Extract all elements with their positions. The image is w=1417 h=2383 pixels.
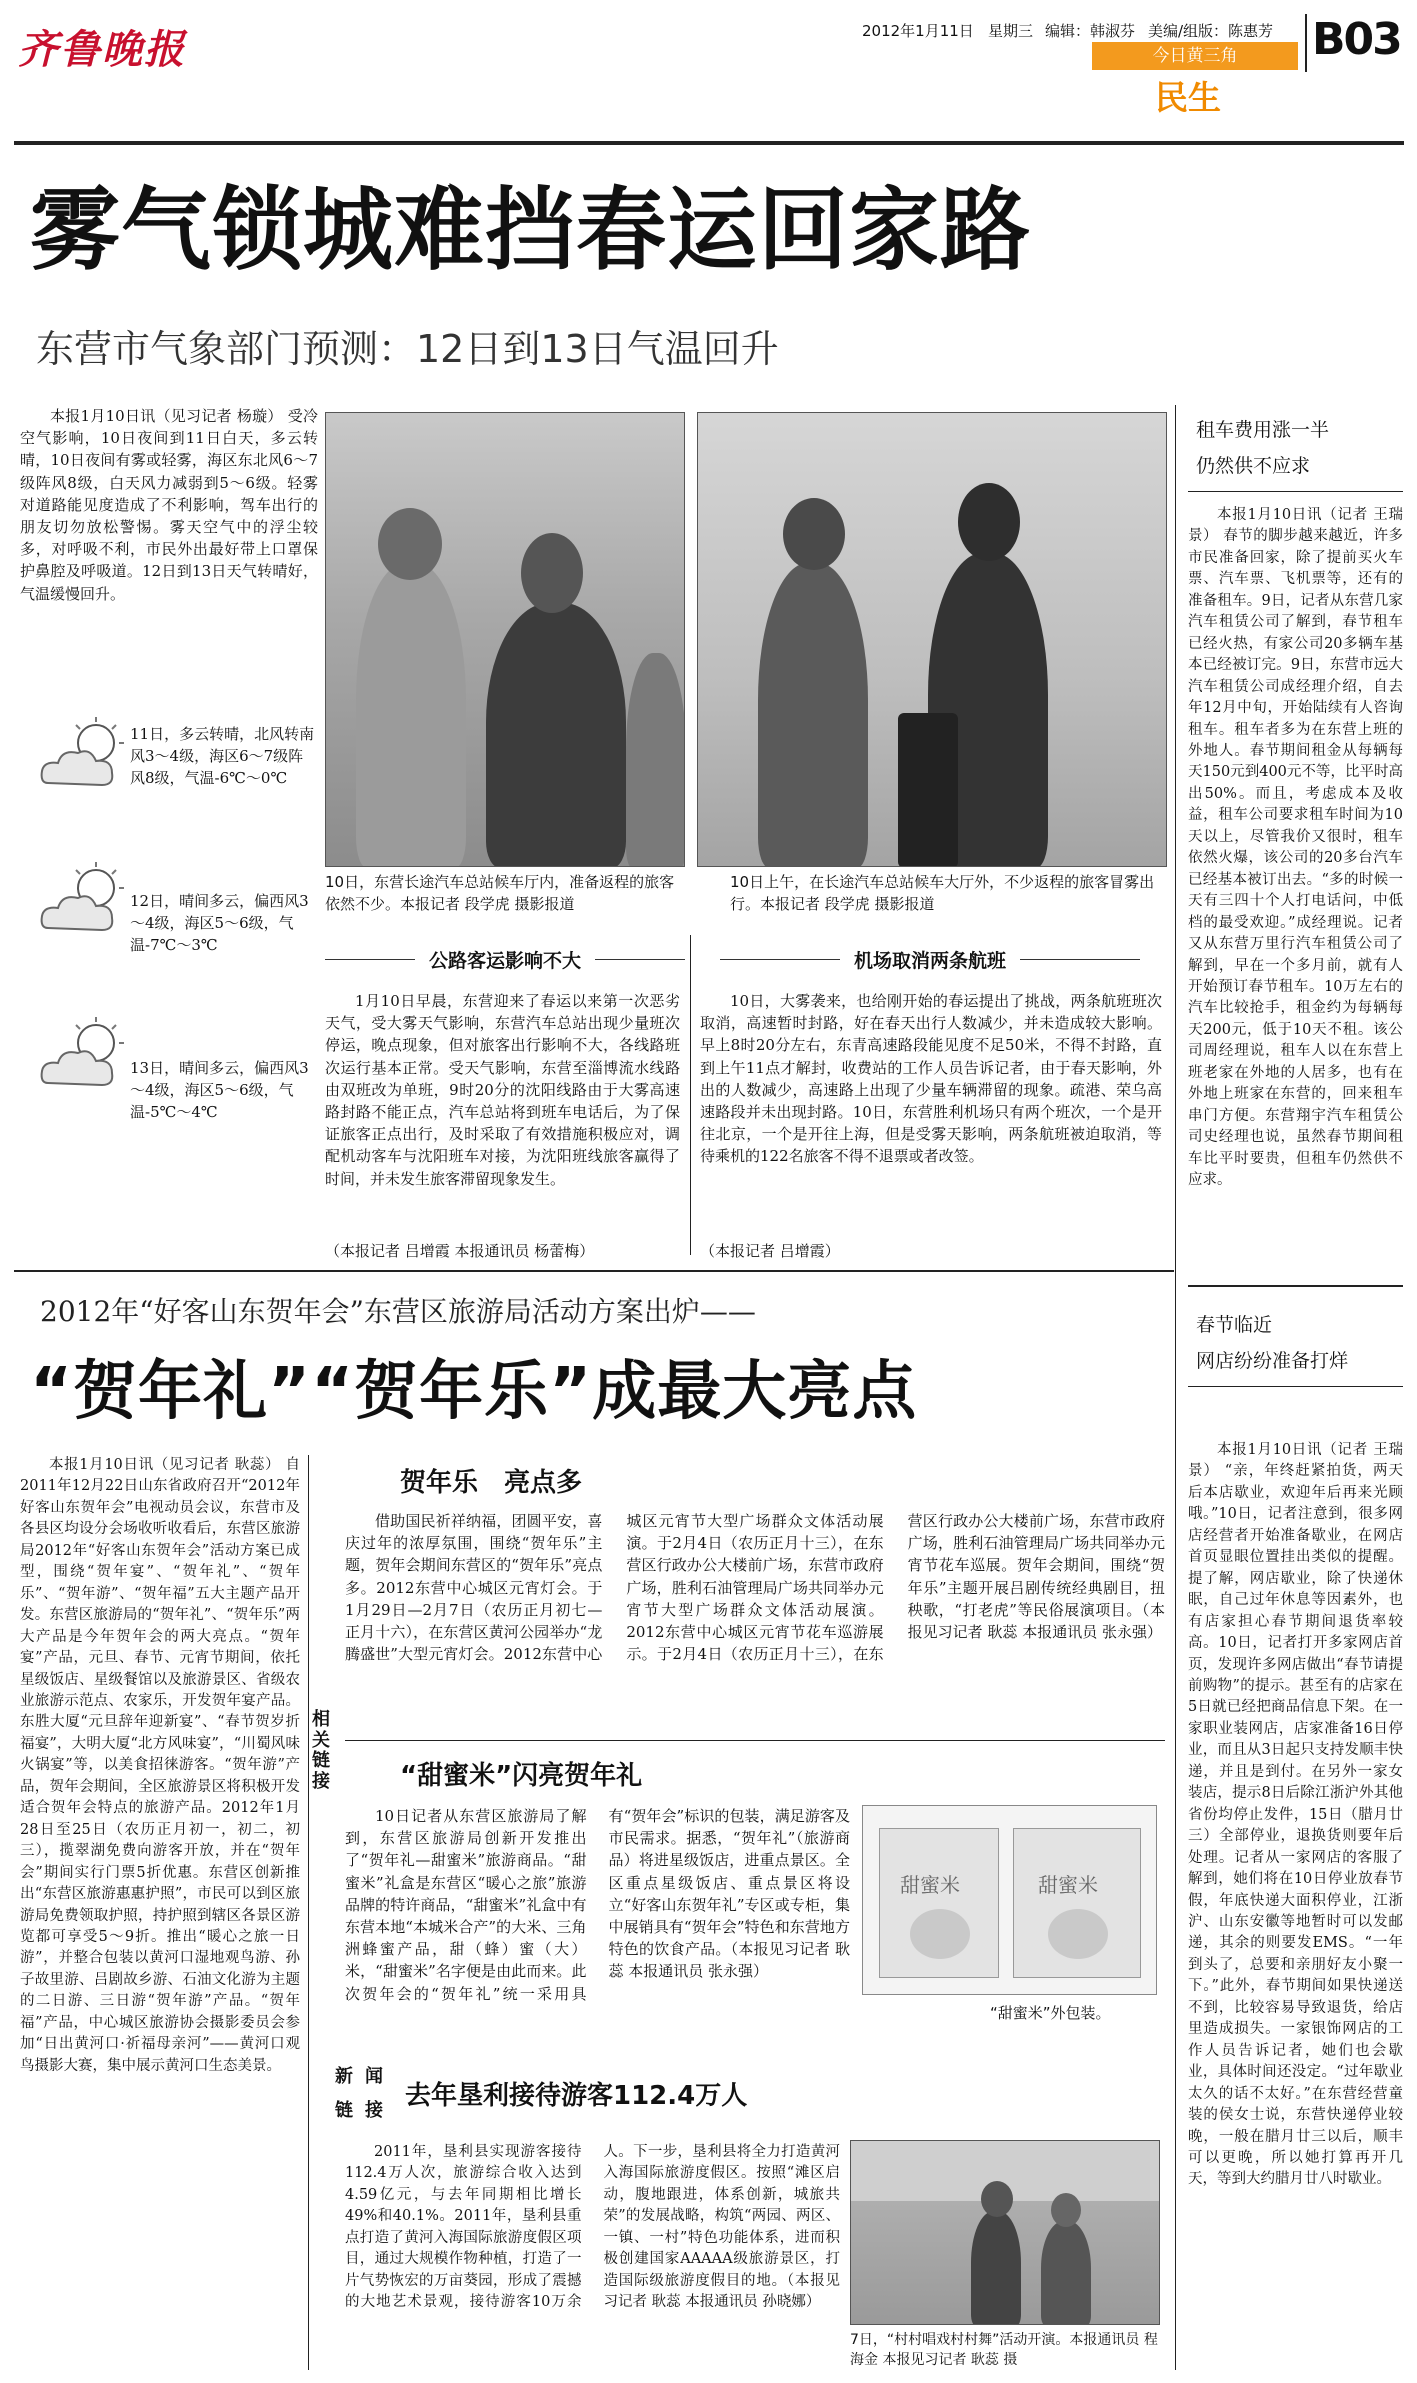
mi-box-left <box>879 1828 999 1978</box>
tourism-kicker: 2012年“好客山东贺年会”东营区旅游局活动方案出炉—— <box>40 1295 756 1328</box>
rental-title-2: 仍然供不应求 <box>1196 455 1311 477</box>
shops-title-2: 网店纷纷准备打烊 <box>1196 1350 1349 1372</box>
forecast-text: 11日，多云转晴，北风转南风3～4级，海区6～7级阵风8级，气温-6℃～0℃ <box>130 725 315 788</box>
mi-box-label: 甜蜜米 <box>900 1873 960 1897</box>
lead-headline: 雾气锁城难挡春运回家路 <box>30 178 1031 283</box>
mi-package-caption: “甜蜜米”外包装。 <box>990 2004 1111 2022</box>
masthead <box>0 0 1417 140</box>
shops-text: 本报1月10日讯（记者 王瑞景） “亲，年终赶紧拍货，两天后本店歇业，欢迎年后再来光顾哦。”10日，记者注意到，很多网店经营者开始准备歇业，在网店首页显眼位置挂出类似的提醒。提了解，网店歇业，除了快递休眠，自己过年休息等因素外，也有店家担心春节期间退货率较高。10日，记者打开多家网店首页，发现许多网店做出“春节请提前购物”的提示。甚至有的店家在5日就已经把商品信息下架。在一家职业装网店，店家准备16日停业，而且从3日起只支持发顺丰快递，并且是到付。在另外一家女装店，提示8日后除江浙沪外其他省份均停止发件，15日（腊月廿三）全部停业，退换货则要年后处理。记者从一家网店的客服了解到，她们将在10日停业放春节假，年底快递大面积停业，江浙沪、山东安徽等地暂时可以发邮递，其余的则要发EMS。“一年到头了，总要和亲朋好友小聚一下。”此外，春节期间如果快递送不到，比较容易导致退货，给店里造成损失。一家银饰网店的工作人员告诉记者，她们也会歇业，具体时间还没定。“过年歇业太久的话不太好。”在东营经营童装的侯女士说，东营快递停业较晚，一般在腊月廿三以后，顺丰可以更晚，所以她打算再开几天，等到大约腊月廿八时歇业。 <box>1188 1442 1403 2188</box>
mi-box-right <box>1013 1828 1141 1978</box>
lead-intro: 本报1月10日讯（见习记者 杨璇） 受冷空气影响，10日夜间到11日白天，多云转晴，10日夜间有雾或轻雾，海区东北风6～7级阵风8级，白天风力减弱到5～6级。轻雾对道路能见度造成了不利影响，驾车出行的朋友切勿放松警惕。雾天空气中的浮尘较多，对呼吸不利，市民外出最好带上口罩保护鼻腔及呼吸道。12日到13日天气转晴好，气温缓慢回升。 <box>20 407 318 603</box>
news-link-text: 2011年，垦利县实现游客接待112.4万人次，旅游综合收入达到4.59亿元，与去年同期相比增长49%和40.1%。2011年，垦利县重点打造了黄河入海国际旅游度假区项目，通过大规模作物种植，打造了一片气势恢宏的万亩葵园，形成了震撼的大地艺术景观，接待游客10万余人。下一步，垦利县将全力打造黄河入海国际旅游度假区。按照“滩区启动，腹地跟进，体系创新，城旅共荣”的发展战略，构筑“两园、两区、一镇、一村”特色功能体系，进而积极创建国家AAAAA级旅游景区，打造国际级旅游度假目的地。（本报见习记者 耿蕊 本报通讯员 孙晓娜） <box>345 2144 840 2311</box>
rental-text: 本报1月10日讯（记者 王瑞景） 春节的脚步越来越近，许多市民准备回家，除了提前买火车票、汽车票、飞机票等，还有的准备租车。9日，记者从东营几家汽车租赁公司了解到，春节租车已经火热，有家公司20多辆车基本已经被订完。9日，东营市远大汽车租赁公司成经理介绍，自去年12月中旬，开始陆续有人咨询租车。租车者多为在东营上班的外地人。春节期间租金从每辆每天150元到400元不等，比平时高出50%。而且，考虑成本及收益，租车公司要求租车时间为10天以上，尽管我价又很时，租车依然火爆，该公司的20多台汽车已经基本被订出去。“多的时候一天有三四十个人打电话问，中低档的最受欢迎。”成经理说。记者又从东营万里行汽车租赁公司了解到，早在一个多月前，就有人开始预订春节租车。10万左右的汽车比较抢手，租金约为每辆每天200元，低于10天不租。该公司周经理说，租车人以在东营上班老家在外地的人居多，也有在外地上班家在东营的，回来租车串门方便。东营翔宇汽车租赁公司史经理也说，虽然春节期间租车比平时要贵，但租车仍然供不应求。 <box>1188 507 1403 1189</box>
road-section-byline: （本报记者 吕增霞 本报通讯员 杨蕾梅） <box>325 1242 595 1260</box>
shops-title-1: 春节临近 <box>1196 1314 1273 1336</box>
photo2-caption: 10日上午，在长途汽车总站候车大厅外，不少返程的旅客冒雾出行。本报记者 段学虎 摄影报道 <box>730 873 1155 913</box>
forecast-day-1 <box>20 705 318 855</box>
section-name: 民生 <box>1155 78 1221 117</box>
photo-travelers-fog <box>697 412 1167 867</box>
news-link-label: 新闻链接 <box>335 2066 395 2122</box>
mi-section-text: 10日记者从东营区旅游局了解到，东营区旅游局创新开发推出了“贺年礼—甜蜜米”旅游商品。“甜蜜米”礼盒是东营区“暖心之旅”旅游品牌的特许商品，“甜蜜米”礼盒中有东营本地“本城米合产”的大米、三角洲蜂蜜产品，甜（蜂）蜜（大）米，“甜蜜米”名字便是由此而来。此次贺年会的“贺年礼”统一采用具有“贺年会”标识的包装，满足游客及市民需求。据悉，“贺年礼”（旅游商品）将进星级饭店，进重点景区。全区重点星级饭店、重点景区将设立“好客山东贺年礼”专区或专柜，集中展销具有“贺年会”特色和东营地方特色的饮食产品。（本报见习记者 耿蕊 本报通讯员 张永强） <box>345 1807 850 2003</box>
rental-title-1: 租车费用涨一半 <box>1196 419 1330 441</box>
news-photo-caption: 7日，“村村唱戏村村舞”活动开演。本报通讯员 程海金 本报见习记者 耿蕊 摄 <box>850 2332 1158 2369</box>
photo-village-opera <box>850 2140 1160 2325</box>
designer-credit: 美编/组版：陈惠芳 <box>1148 22 1274 40</box>
tourism-headline: “贺年礼”“贺年乐”成最大亮点 <box>30 1355 918 1429</box>
road-section-title: 公路客运影响不大 <box>429 949 582 972</box>
forecast-text: 12日，晴间多云，偏西风3～4级，海区5～6级，气温-7℃～3℃ <box>130 892 309 955</box>
airport-section-title: 机场取消两条航班 <box>853 949 1006 972</box>
road-section-text: 1月10日早晨，东营迎来了春运以来第一次恶劣天气，受大雾天气影响，东营汽车总站出现少量班次停运，晚点现象，但对旅客出行影响不大，各线路班次运行基本正常。受天气影响，东营至淄博流水线路由双班改为单班，9时20分的沈阳线路由于大雾高速路封路不能正点，汽车总站将到班车电话后，为了保证旅客正点出行，及时采取了有效措施积极应对，调配机动客车与沈阳班车对接，为沈阳班线旅客赢得了时间，并未发生旅客滞留现象发生。 <box>325 992 680 1188</box>
airport-section-byline: （本报记者 吕增霞） <box>700 1242 840 1260</box>
news-link-title: 去年垦利接待游客112.4万人 <box>405 2081 748 2111</box>
airport-section-text: 10日，大雾袭来，也给刚开始的春运提出了挑战，两条航班班次取消，高速暂时封路，好在春天出行人数减少，并未造成较大影响。早上8时20分左右，东青高速路段能见度不足50米，不得不封路，直到上午11点才解封，收费站的工作人员告诉记者，由于春天影响，外出的人数减少，高速路上出现了少量车辆滞留的现象。疏港、荣乌高速路段并未出现封路。10日，东营胜利机场只有两个班次，一个是开往北京，一个是开往上海，但是受雾天影响，两条航班被迫取消，等待乘机的122名旅客不得不退票或者改签。 <box>700 992 1162 1166</box>
forecast-day-3 <box>20 1005 318 1155</box>
cloudy-sun-icon <box>30 1013 140 1103</box>
cloudy-sun-icon <box>30 713 140 803</box>
photo-bus-station-hall <box>325 412 685 867</box>
airport-section-title-wrap <box>700 944 1160 974</box>
weather-forecast <box>20 705 318 1205</box>
newspaper-logo: 齐鲁晚报 <box>18 26 186 73</box>
editor-credit: 编辑：韩淑芬 <box>1045 22 1136 40</box>
lead-subhead: 东营市气象部门预测：12日到13日气温回升 <box>36 327 779 371</box>
le-section-title: 贺年乐 亮点多 <box>400 1468 583 1498</box>
sidebar-rental <box>1188 405 1403 1265</box>
cloudy-sun-icon <box>30 858 140 948</box>
page-number: B03 <box>1312 14 1401 65</box>
mi-section-title: “甜蜜米”闪亮贺年礼 <box>400 1761 643 1791</box>
tourism-left-text: 本报1月10日讯（见习记者 耿蕊） 自2011年12月22日山东省政府召开“2012年好客山东贺年会”电视动员会议，东营市及各县区均设分会场收听收看后，东营区旅游局2012年“好客山东贺年会”活动方案已成型，围绕“贺年宴”、“贺年礼”、“贺年乐”、“贺年游”、“贺年福”五大主题产品开发。东营区旅游局的“贺年礼”、“贺年乐”两大产品是今年贺年会的两大亮点。“贺年宴”产品，元旦、春节、元宵节期间，依托星级饭店、星级餐馆以及旅游景区、省级农业旅游示范点、农家乐，开发贺年宴产品。东胜大厦“元旦辞年迎新宴”、“春节贺岁折福宴”，大明大厦“北方风味宴”，“川蜀风味火锅宴”等，以美食招徕游客。“贺年游”产品，贺年会期间，全区旅游景区将积极开发适合贺年会特点的旅游产品。2012年1月28日至25日（农历正月初一，初二，初三），揽翠湖免费向游客开放，并在“贺年会”期间实行门票5折优惠。东营区创新推出“东营区旅游惠惠护照”，市民可以到区旅游局免费领取护照，持护照到辖区各景区游览都可享受5～9折。推出“暖心之旅一日游”，并整合包装以黄河口湿地观鸟游、孙子故里游、吕剧故乡游、石油文化游为主题的二日游、三日游“贺年游”产品。“贺年福”产品，中心城区旅游协会摄影委员会参加“日出黄河口·祈福母亲河”——黄河口观鸟摄影大赛，集中展示黄河口生态美景。 <box>20 1457 300 2074</box>
related-label: 相关链接 <box>312 1709 330 1793</box>
sidebar-online-shops <box>1188 1290 1403 2380</box>
mi-package-image <box>862 1805 1157 1995</box>
photo1-caption: 10日，东营长途汽车总站候车厅内，准备返程的旅客依然不少。本报记者 段学虎 摄影报道 <box>325 873 675 913</box>
mi-box-label: 甜蜜米 <box>1038 1873 1098 1897</box>
road-section-title-wrap <box>325 944 685 974</box>
le-section-text: 借助国民祈祥纳福，团圆平安，喜庆过年的浓厚氛围，围绕“贺年乐”主题，贺年会期间东营区的“贺年乐”亮点多。2012东营中心城区元宵灯会。于1月29日—2月7日（农历正月初七—正月十六），在东营区黄河公园举办“龙腾盛世”大型元宵灯会。2012东营中心城区元宵节大型广场群众文体活动展演。于2月4日（农历正月十三），在东营区行政办公大楼前广场，东营市政府广场，胜利石油管理局广场共同举办元宵节大型广场群众文体活动展演。2012东营中心城区元宵节花车巡游展示。于2月4日（农历正月十三），在东营区行政办公大楼前广场，东营市政府广场，胜利石油管理局广场共同举办元宵节花车巡展。贺年会期间，围绕“贺年乐”主题开展吕剧传统经典剧目，扭秧歌，“打老虎”等民俗展演项目。（本报见习记者 耿蕊 本报通讯员 张永强） <box>345 1512 1165 1664</box>
issue-weekday: 星期三 <box>988 22 1034 40</box>
section-tag: 今日黄三角 <box>1092 42 1298 70</box>
issue-date: 2012年1月11日 <box>862 22 974 40</box>
forecast-day-2 <box>20 850 318 1000</box>
forecast-text: 13日，晴间多云，偏西风3～4级，海区5～6级，气温-5℃～4℃ <box>130 1059 309 1122</box>
